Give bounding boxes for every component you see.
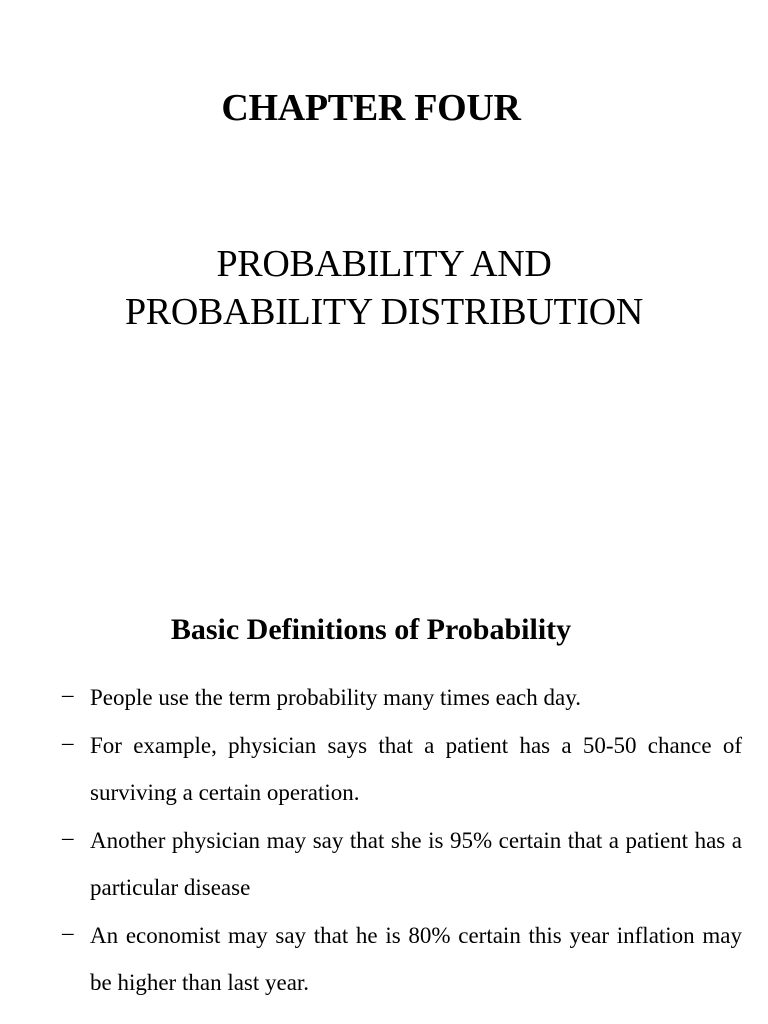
chapter-subtitle-line-1: PROBABILITY AND [216, 243, 552, 285]
bullet-dash: – [62, 730, 74, 755]
bullet-item [62, 722, 742, 816]
bullet-dash: – [62, 825, 74, 850]
section-heading: Basic Definitions of Probability [170, 613, 572, 646]
chapter-title: CHAPTER FOUR [221, 87, 521, 129]
bullet-text: People use the term probability many times each day. [90, 685, 581, 710]
bullet-text: An economist may say that he is 80% certain this year inflation may be higher than last year. [90, 923, 742, 995]
bullet-item [62, 912, 742, 1006]
bullet-dash: – [62, 920, 74, 945]
bullet-list [62, 677, 742, 1010]
chapter-subtitle [0, 240, 768, 336]
bullet-text: For example, physician says that a patient has a 50-50 chance of surviving a certain operation. [90, 733, 742, 805]
chapter-subtitle-line-2: PROBABILITY DISTRIBUTION [124, 291, 644, 333]
bullet-text: Another physician may say that she is 95% certain that a patient has a particular disease [90, 828, 742, 900]
bullet-item [62, 817, 742, 911]
bullet-item [62, 674, 742, 721]
bullet-dash: – [62, 682, 74, 707]
